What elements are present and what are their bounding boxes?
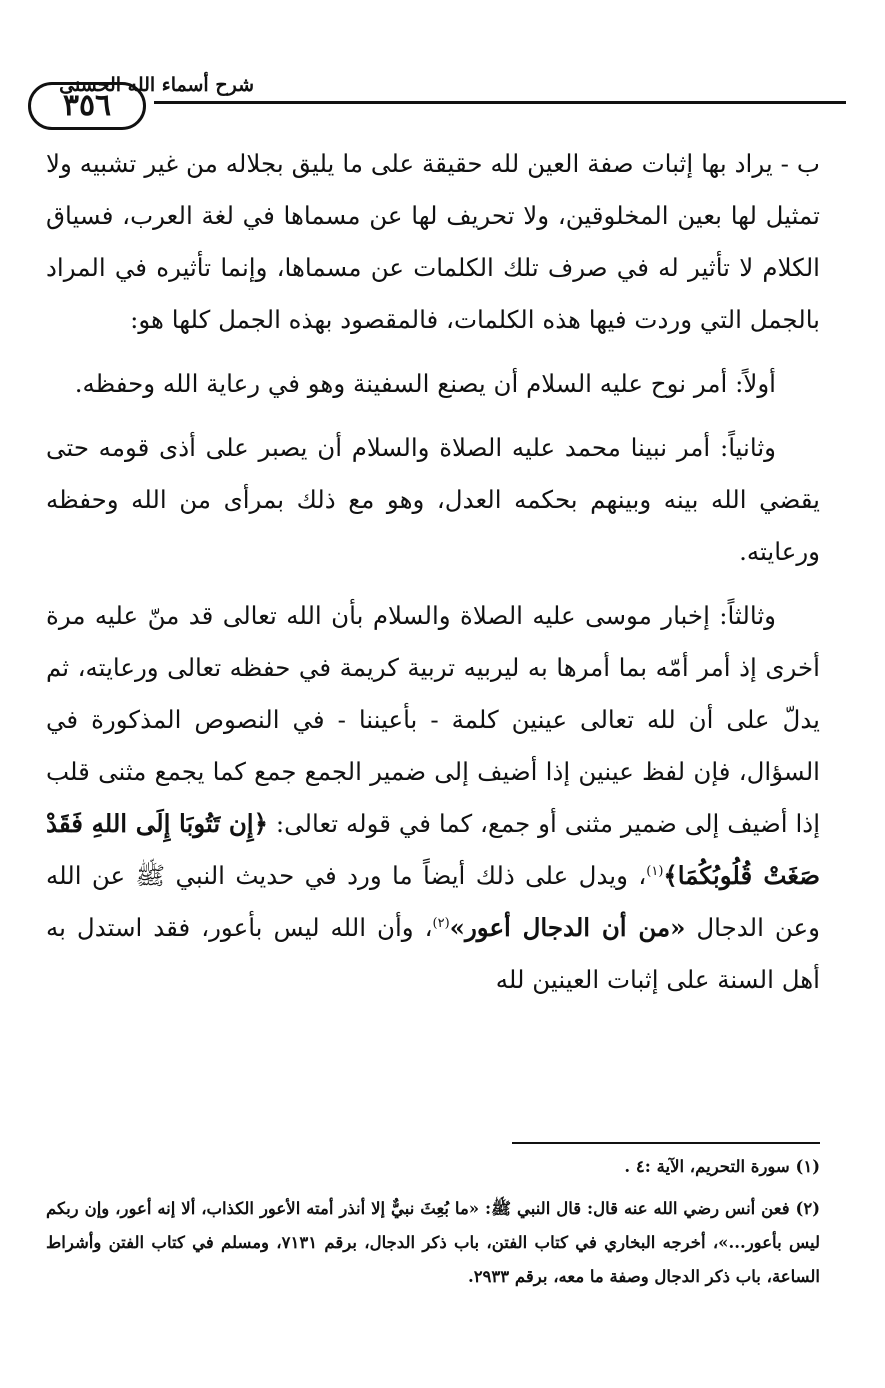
paragraph-text: ، ويدل على ذلك أيضاً ما ورد في حديث النبي ﷺ عن الله وعن الدجال (46, 861, 820, 942)
paragraph-text: وثالثاً: إخبار موسى عليه الصلاة والسلام بأن الله تعالى قد منّ عليه مرة أخرى إذ أمر أمّه بما أمرها به ليربيه تربية كريمة في حفظه تعالى ورعايته، ثم يدلّ على أن لله تعالى عينين كلمة - بأعيننا - في النصوص المذكورة في السؤال، فإن لفظ عينين إذا أضيف إلى ضمير الجمع جمع كما يجمع مثنى قلب إذا أضيف إلى ضمير مثنى أو جمع، كما في قوله تعالى: (46, 601, 821, 838)
footnote-ref: (١) (646, 863, 664, 879)
footnote-rule (512, 1142, 820, 1144)
quran-verse: ﴿إِن تَتُوبَا إِلَى اللهِ فَقَدْ صَغَتْ قُلُوبُكُمَا﴾ (46, 809, 820, 890)
main-text (46, 138, 820, 1006)
paragraph: أولاً: أمر نوح عليه السلام أن يصنع السفينة وهو في رعاية الله وحفظه. (74, 369, 776, 398)
page-header (28, 74, 846, 132)
hadith-quote: «من أن الدجال أعور» (449, 913, 686, 942)
header-rule (154, 101, 846, 104)
running-title: شرح أسماء الله الحسنى (59, 74, 254, 96)
page-number: ٣٥٦ (28, 82, 146, 130)
footnotes (46, 1150, 820, 1294)
paragraph (46, 590, 820, 1006)
footnote-ref: (٢) (432, 915, 450, 931)
paragraph-text: ، وأن الله ليس بأعور، فقد استدل به أهل السنة على إثبات العينين لله (46, 913, 820, 994)
footnote: (١) سورة التحريم، الآية :٤ . (624, 1157, 820, 1176)
footnote: (٢) فعن أنس رضي الله عنه قال: قال النبي ﷺ: «ما بُعِثَ نبيٌّ إلا أنذر أمته الأعور الكذاب، ألا إنه أعور، وإن ربكم ليس بأعور...»، أخرجه البخاري في كتاب الفتن، باب ذكر الدجال، برقم ٧١٣١، ومسلم في كتاب الفتن وأشراط الساعة، باب ذكر الدجال وصفة ما معه، برقم ٢٩٣٣. (46, 1199, 821, 1286)
paragraph: وثانياً: أمر نبينا محمد عليه الصلاة والسلام أن يصبر على أذى قومه حتى يقضي الله بينه وبينهم بحكمه العدل، وهو مع ذلك بمرأى من الله وحفظه ورعايته. (46, 433, 820, 566)
paragraph: ب - يراد بها إثبات صفة العين لله حقيقة على ما يليق بجلاله من غير تشبيه ولا تمثيل لها بعين المخلوقين، ولا تحريف لها عن مسماها في لغة العرب، فسياق الكلام لا تأثير له في صرف تلك الكلمات عن مسماها، وإنما تأثيره في المراد بالجمل التي وردت فيها هذه الكلمات، فالمقصود بهذه الجمل كلها هو: (46, 149, 820, 334)
